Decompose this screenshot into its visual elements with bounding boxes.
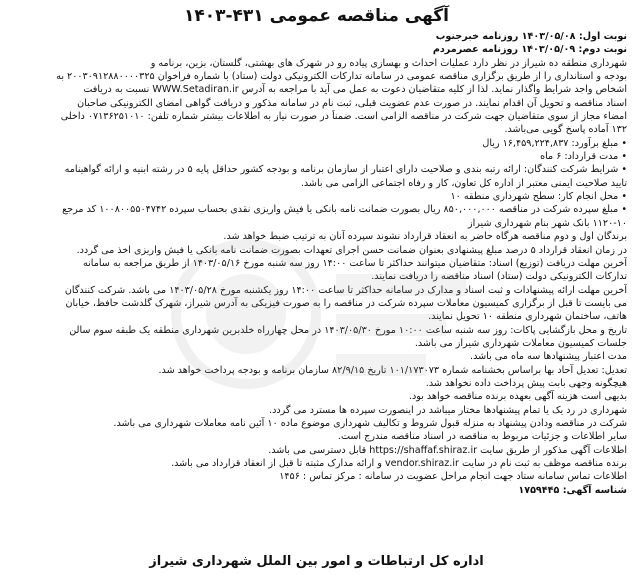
- notice-line: شهرداری منطقه ده شیراز در نظر دارد عملیات احداث و بهسازی پیاده رو در شهرک های بهشتی، گلستان، بزین، برنامه و: [150, 57, 627, 69]
- notice-line: جلسات کمیسیون معاملات شهرداری شیراز می باشد.: [414, 337, 627, 349]
- notice-line: امضاء مجاز از سوی متقاضیان جهت شرکت در مناقصه الزامی است. ضمناً در صورت نیاز به اطلاعات بیشتر شماره تلفن: ۰۷۱۳۶۲۵۱۰۱۰ داخلی: [60, 111, 627, 123]
- tender-notice: [6, 4, 627, 571]
- notice-line: • مبلغ سپرده شرکت در مناقصه ۸۵۰,۰۰۰,۰۰۰ ریال بصورت ضمانت نامه بانکی یا فیش واریزی نقدی بحساب سپرده ۱۰۰۸۰۰۵۵۰۴۷۴۲ کد مرجع: [62, 204, 627, 216]
- notice-line: شناسه آگهی: ۱۷۵۹۴۴۵: [518, 484, 627, 496]
- notice-line: • مبلغ برآورد: ۱۶,۴۵۹,۲۲۴,۸۳۷ ریال: [482, 137, 627, 149]
- notice-line: نوبت دوم: ۱۴۰۳/۰۵/۰۹ روزنامه عصرمردم: [432, 44, 627, 56]
- notice-line: بدیهی است هزینه آگهی بعهده برنده مناقصه خواهد بود.: [408, 391, 627, 403]
- notice-line: سایر اطلاعات و جزئیات مربوط به مناقصه در اسناد مناقصه مندرج است.: [337, 431, 627, 443]
- notice-line: • محل انجام کار: سطح شهرداری منطقه ۱۰: [450, 191, 627, 203]
- notice-line: اطلاعات تماس سامانه ستاد جهت انجام مراحل عضویت در سامانه : مرکز تماس : ۱۴۵۶: [279, 471, 627, 483]
- notice-line: برنده مناقصه موظف به ثبت نام در سایت vendor.shiraz.ir و ارائه مدارک مثبته تا قبل از انعقاد قرارداد می باشد.: [171, 458, 627, 469]
- notice-line: بودجه و استانداری را از طریق برگزاری مناقصه عمومی در سامانه تدارکات الکترونیکی دولت (ستاد) با شماره فراخوان ۲۰۰۳۰۹۱۲۸۸۰۰۰۰۳۲۵ به: [56, 71, 627, 83]
- notice-line: • شرایط شرکت کنندگان: ارائه رتبه بندی و صلاحیت دارای اعتبار از سازمان برنامه و بودجه کشور حداقل پایه ۵ در رشته ابنیه و ارائه گواهینامه: [64, 164, 627, 176]
- notice-line: ۱۱۲۰-۱۰ بانک شهر بنام شهرداری شیراز: [467, 217, 627, 229]
- notice-line: هیچگونه وجهی بابت پیش پرداخت داده نخواهد شد.: [425, 377, 627, 389]
- notice-line: تاریخ و محل بازگشایی پاکات: روز سه شنبه ساعت ۱۰:۰۰ مورخ ۱۴۰۳/۰۵/۳۰ در محل چهارراه خلدبرین شهرداری منطقه یک طبقه سوم سالن: [69, 324, 627, 336]
- notice-line: می بایست تا قبل از برگزاری کمیسیون معاملات سپرده شرکت در مناقصه را به صورت فیزیکی به آدرس شیراز، شهرک گلدشت حافظ، خیابان: [65, 297, 627, 309]
- notice-line: تایید صلاحیت ایمنی معتبر از اداره کل تعاون، کار و رفاه اجتماعی الزامی می باشد.: [300, 177, 627, 189]
- notice-line: اشخاص واجد شرایط واگذار نماید. لذا از کلیه متقاضیان دعوت به عمل می آید با مراجعه به آدرس WWW.Setadiran.ir نسبت به دریافت: [83, 84, 627, 96]
- notice-line: تدارکات الکترونیکی دولت (ستاد) اسناد مناقصه را دریافت نمایند.: [371, 271, 627, 283]
- notice-line: • مدت قرارداد: ۶ ماه: [540, 151, 627, 163]
- notice-line: ۱۳۲ آماده پاسخ گویی می‌باشد.: [504, 124, 627, 136]
- notice-line: در زمان انعقاد قرارداد ۵ درصد مبلغ پیشنهادی بعنوان ضمانت حسن اجرای تعهدات بصورت ضمانت نامه بانکی یا فیش واریزی اخذ می گردد.: [76, 244, 627, 256]
- notice-line: شهرداری در رد یک یا تمام پیشنهادها مختار میباشد در اینصورت سپرده ها مسترد می گردد.: [269, 404, 627, 416]
- notice-line: مدت اعتبار پیشنهادها سه ماه می باشد.: [470, 351, 627, 363]
- notice-line: برندگان اول و دوم مناقصه هرگاه حاضر به انعقاد قرارداد نشوند سپرده آنان به ترتیب ضبط خواهد شد.: [223, 231, 627, 243]
- notice-body: [6, 30, 627, 497]
- notice-line: اطلاعات آگهی مذکور از طریق سایت https://shaffaf.shiraz.ir قابل دسترسی می باشد.: [268, 444, 627, 456]
- notice-line: نوبت اول: ۱۴۰۳/۰۵/۰۸ روزنامه خبرجنوب: [435, 31, 627, 42]
- notice-title: آگهی مناقصه عمومی ۴۳۱-۱۴۰۳: [183, 6, 450, 26]
- notice-line: تعدیل: تعدیل آحاد بها براساس بخشنامه شماره ۱۰۱/۱۷۳۰۷۳ تاریخ ۸۲/۹/۱۵ سازمان برنامه و بودجه پرداخت خواهد شد.: [158, 364, 627, 376]
- notice-line: آخرین مهلت دریافت (توزیع) اسناد: متقاضیان میتوانند حداکثر تا ساعت ۱۴:۰۰ روز سه شنبه مورخ ۱۴۰۳/۰۵/۱۶ از طریق مراجعه به سامانه: [82, 257, 627, 269]
- notice-footer: اداره کل ارتباطات و امور بین الملل شهرداری شیراز: [149, 554, 484, 569]
- notice-line: آخرین مهلت ارائه پیشنهادات و ثبت اسناد و مدارک در سامانه حداکثر تا ساعت ۱۴:۰۰ روز یکشنبه مورخ ۱۴۰۳/۰۵/۲۸ می باشد. شرکت کنندگان: [64, 284, 627, 296]
- notice-line: هاتف، ساختمان شهرداری منطقه ۱۰ تحویل نمایند.: [428, 311, 627, 323]
- notice-line: اسناد مناقصه و تحویل آن اقدام نمایند. در صورت عدم عضویت قبلی، ثبت نام در سامانه مذکور و دریافت گواهی امضای الکترونیکی صاحبان: [77, 97, 627, 109]
- notice-line: شرکت در مناقصه ودادن پیشنهاد به منزله قبول شروط و تکالیف شهرداری موضوع ماده ۱۰ آئین نامه معاملات شهرداری می باشد.: [113, 417, 627, 429]
